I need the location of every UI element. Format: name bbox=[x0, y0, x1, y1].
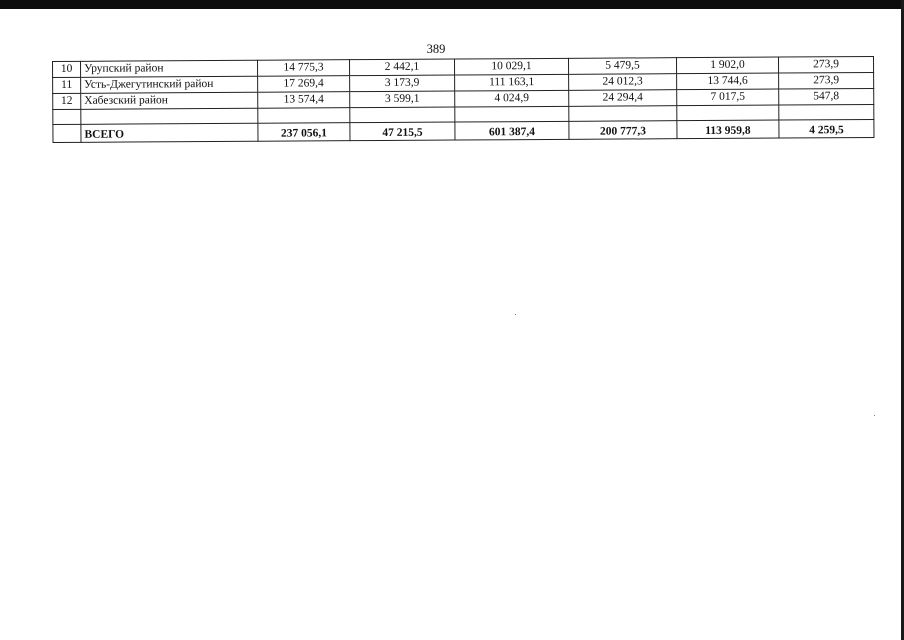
empty-cell bbox=[258, 108, 350, 124]
empty-cell bbox=[569, 106, 677, 122]
value-cell: 24 012,3 bbox=[569, 74, 677, 91]
total-value-cell: 237 056,1 bbox=[258, 123, 350, 142]
value-cell: 5 479,5 bbox=[568, 58, 676, 75]
empty-cell bbox=[53, 109, 81, 124]
empty-cell bbox=[455, 106, 569, 122]
total-label: ВСЕГО bbox=[81, 123, 258, 142]
value-cell: 3 599,1 bbox=[350, 91, 455, 108]
value-cell: 14 775,3 bbox=[257, 60, 349, 77]
value-cell: 13 744,6 bbox=[677, 73, 779, 90]
value-cell: 17 269,4 bbox=[258, 76, 350, 93]
empty-cell bbox=[779, 104, 874, 120]
value-cell: 1 902,0 bbox=[676, 57, 778, 74]
page-number: 389 bbox=[426, 42, 446, 56]
total-row bbox=[53, 119, 874, 142]
value-cell: 7 017,5 bbox=[677, 89, 779, 106]
district-name: Усть-Джегутинский район bbox=[81, 76, 258, 93]
total-value-cell: 47 215,5 bbox=[350, 122, 455, 141]
district-name: Урупский район bbox=[81, 60, 258, 77]
value-cell: 3 173,9 bbox=[350, 75, 455, 92]
value-cell: 273,9 bbox=[778, 56, 873, 73]
value-cell: 10 029,1 bbox=[454, 58, 568, 75]
district-name: Хабезский район bbox=[81, 92, 258, 109]
row-number: 11 bbox=[53, 77, 81, 93]
row-number bbox=[53, 124, 81, 142]
district-totals-table bbox=[52, 56, 874, 143]
scan-speck bbox=[515, 314, 516, 315]
value-cell: 547,8 bbox=[779, 88, 874, 105]
empty-cell bbox=[677, 105, 779, 121]
total-value-cell: 113 959,8 bbox=[677, 120, 779, 139]
row-number: 12 bbox=[53, 93, 81, 109]
row-number: 10 bbox=[53, 61, 81, 77]
value-cell: 2 442,1 bbox=[349, 59, 454, 76]
value-cell: 4 024,9 bbox=[455, 90, 569, 107]
value-cell: 13 574,4 bbox=[258, 92, 350, 109]
empty-cell bbox=[350, 107, 455, 123]
total-value-cell: 601 387,4 bbox=[455, 121, 569, 140]
value-cell: 24 294,4 bbox=[569, 90, 677, 107]
value-cell: 273,9 bbox=[779, 72, 874, 89]
total-value-cell: 200 777,3 bbox=[569, 121, 677, 140]
scan-border-top bbox=[0, 0, 904, 9]
scan-speck bbox=[874, 415, 875, 416]
empty-cell bbox=[81, 108, 258, 124]
total-value-cell: 4 259,5 bbox=[779, 119, 874, 138]
value-cell: 111 163,1 bbox=[455, 74, 569, 91]
